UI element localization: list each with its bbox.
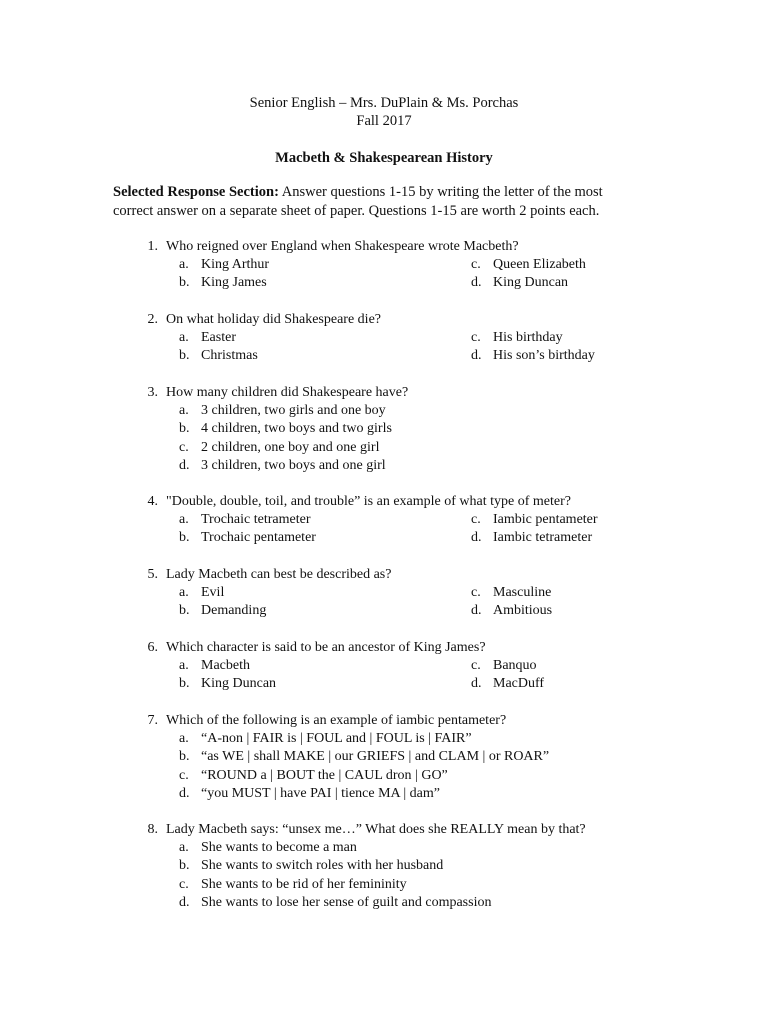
option-d: d. Iambic tetrameter bbox=[471, 530, 593, 546]
question-number: 6. bbox=[147, 640, 158, 655]
option-c: c. Masculine bbox=[471, 585, 552, 601]
question-number: 1. bbox=[147, 239, 158, 254]
question-number: 4. bbox=[147, 494, 158, 509]
question-8 bbox=[113, 821, 586, 912]
question-text: Who reigned over England when Shakespeare wrote Macbeth? bbox=[166, 239, 519, 254]
option-d: d. 3 children, two boys and one girl bbox=[179, 457, 386, 473]
question-3 bbox=[113, 384, 408, 475]
option-c: c. His birthday bbox=[471, 330, 563, 346]
option-c: c. Banquo bbox=[471, 658, 537, 674]
option-b: b. King Duncan bbox=[179, 676, 277, 692]
option-d: d. His son’s birthday bbox=[471, 348, 595, 364]
option-d: d. King Duncan bbox=[471, 275, 569, 291]
option-d: d. “you MUST | have PAI | tience MA | dam” bbox=[179, 785, 440, 801]
option-a: a. 3 children, two girls and one boy bbox=[179, 403, 386, 419]
question-1 bbox=[113, 238, 641, 293]
question-text: Lady Macbeth says: “unsex me…” What does she REALLY mean by that? bbox=[166, 822, 586, 837]
question-7 bbox=[113, 712, 549, 803]
option-a: a. Trochaic tetrameter bbox=[179, 512, 311, 528]
option-b: b. King James bbox=[179, 275, 267, 291]
option-b: b. Demanding bbox=[179, 603, 267, 619]
question-number: 7. bbox=[147, 713, 158, 728]
option-d: d. Ambitious bbox=[471, 603, 553, 619]
section-instructions: Answer questions 1-15 by writing the letter of the most correct answer on a separate sheet of paper. Questions 1-15 are worth 2 points each. bbox=[113, 184, 603, 219]
option-c: c. Iambic pentameter bbox=[471, 512, 598, 528]
option-a: a. “A-non | FAIR is | FOUL and | FOUL is | FAIR” bbox=[179, 731, 472, 747]
section-intro bbox=[113, 183, 643, 221]
option-b: b. 4 children, two boys and two girls bbox=[179, 421, 392, 437]
term-line: Fall 2017 bbox=[356, 113, 412, 129]
question-text: Which of the following is an example of iambic pentameter? bbox=[166, 713, 507, 728]
option-d: d. MacDuff bbox=[471, 676, 545, 692]
option-a: a. Evil bbox=[179, 585, 225, 601]
question-number: 3. bbox=[147, 385, 158, 400]
option-a: a. Macbeth bbox=[179, 658, 250, 674]
question-4 bbox=[113, 493, 641, 548]
option-b: b. “as WE | shall MAKE | our GRIEFS | and CLAM | or ROAR” bbox=[179, 749, 550, 765]
question-text: "Double, double, toil, and trouble” is an example of what type of meter? bbox=[166, 494, 571, 509]
question-6 bbox=[113, 639, 641, 694]
option-a: a. She wants to become a man bbox=[179, 840, 357, 856]
page-title: Macbeth & Shakespearean History bbox=[275, 150, 493, 166]
option-a: a. King Arthur bbox=[179, 257, 270, 273]
section-heading: Selected Response Section: bbox=[113, 184, 279, 200]
option-b: b. Trochaic pentameter bbox=[179, 530, 316, 546]
option-b: b. She wants to switch roles with her husband bbox=[179, 858, 444, 874]
question-text: How many children did Shakespeare have? bbox=[166, 385, 409, 400]
question-text: Lady Macbeth can best be described as? bbox=[166, 567, 392, 582]
question-5 bbox=[113, 566, 641, 621]
option-c: c. She wants to be rid of her femininity bbox=[179, 876, 407, 892]
question-text: On what holiday did Shakespeare die? bbox=[166, 312, 381, 327]
option-c: c. “ROUND a | BOUT the | CAUL dron | GO” bbox=[179, 767, 448, 783]
option-a: a. Easter bbox=[179, 330, 236, 346]
question-number: 5. bbox=[147, 567, 158, 582]
option-c: c. 2 children, one boy and one girl bbox=[179, 439, 380, 455]
question-number: 8. bbox=[147, 822, 158, 837]
question-text: Which character is said to be an ancestor of King James? bbox=[166, 640, 486, 655]
option-b: b. Christmas bbox=[179, 348, 258, 364]
question-2 bbox=[113, 311, 641, 366]
option-d: d. She wants to lose her sense of guilt and compassion bbox=[179, 894, 492, 910]
course-line: Senior English – Mrs. DuPlain & Ms. Porchas bbox=[249, 95, 519, 111]
option-c: c. Queen Elizabeth bbox=[471, 257, 586, 273]
question-number: 2. bbox=[147, 312, 158, 327]
